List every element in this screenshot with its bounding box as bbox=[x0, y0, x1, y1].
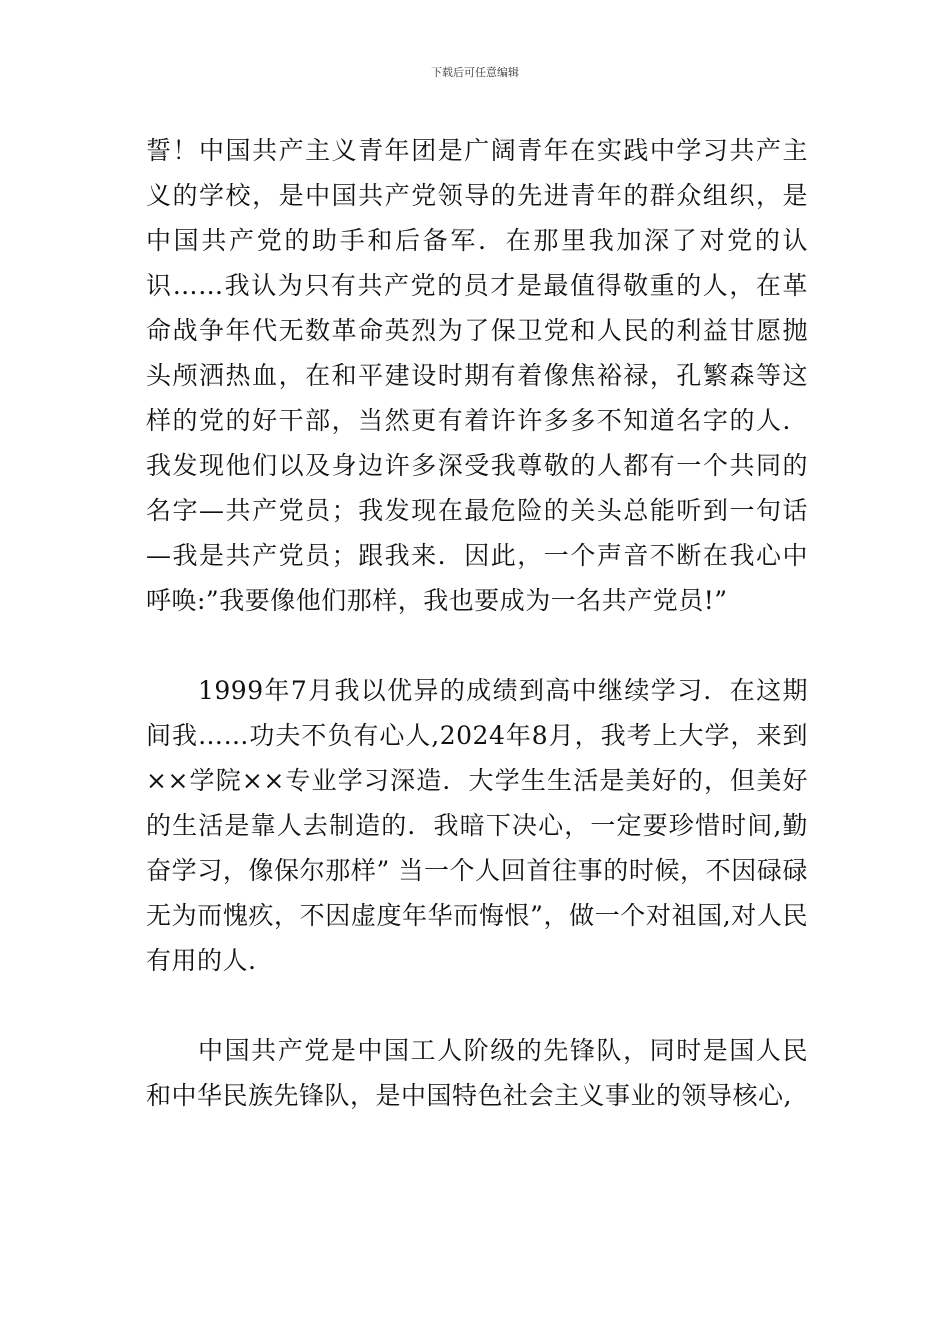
paragraph-3: 中国共产党是中国工人阶级的先锋队，同时是国人民和中华民族先锋队，是中国特色社会主义事业的领导核心, bbox=[146, 1036, 808, 1110]
paragraph-2: 1999年7月我以优异的成绩到高中继续学习．在这期间我……功夫不负有心人,2024年8月，我考上大学，来到××学院××专业学习深造．大学生生活是美好的，但美好的生活是靠人去制造的．我暗下决心，一定要珍惜时间,勤奋学习，像保尔那样” 当一个人回首往事的时候，不因碌碌无为而愧疚，不因虚度年华而悔恨”，做一个对祖国,对人民有用的人. bbox=[146, 676, 808, 975]
paragraph-1: 誓！中国共产主义青年团是广阔青年在实践中学习共产主义的学校，是中国共产党领导的先进青年的群众组织，是中国共产党的助手和后备军．在那里我加深了对党的认识……我认为只有共产党的员才是最值得敬重的人，在革命战争年代无数革命英烈为了保卫党和人民的利益甘愿抛头颅洒热血，在和平建设时期有着像焦裕禄，孔繁森等这样的党的好干部，当然更有着许许多多不知道名字的人．我发现他们以及身边许多深受我尊敬的人都有一个共同的名字—共产党员；我发现在最危险的关头总能听到一句话—我是共产党员；跟我来．因此，一个声音不断在我心中呼唤:”我要像他们那样，我也要成为一名共产党员!” bbox=[146, 136, 808, 615]
document-body bbox=[146, 128, 808, 1118]
page-header: 下载后可任意编辑 bbox=[431, 66, 519, 79]
